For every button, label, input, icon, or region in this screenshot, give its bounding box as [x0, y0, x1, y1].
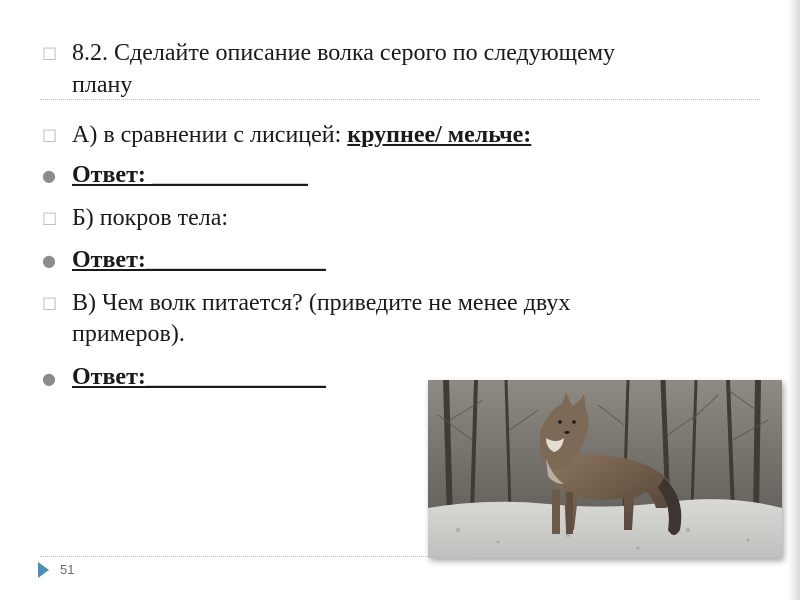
hollow-square-bullet-icon: □ [42, 125, 58, 144]
answer-field-3[interactable]: Ответ:_______________ [72, 364, 326, 390]
item-c-line2: примеров). [72, 321, 185, 347]
page-number: 51 [60, 562, 75, 577]
hollow-square-bullet-icon: □ [42, 208, 58, 227]
item-a-prefix: А) в сравнении с лисицей: [72, 122, 348, 148]
filled-bullet-icon: ● [42, 166, 56, 185]
filled-bullet-icon: ● [42, 251, 56, 270]
item-c-line1: В) Чем волк питается? (приведите не менее двух [72, 290, 571, 316]
filled-bullet-icon: ● [42, 369, 56, 388]
item-a [72, 120, 531, 150]
hollow-square-bullet-icon: □ [42, 293, 58, 312]
hollow-square-bullet-icon: □ [42, 43, 58, 62]
triangle-arrow-icon [38, 562, 49, 578]
item-a-options: крупнее/ мельче: [347, 122, 532, 148]
answer-field-1[interactable]: Ответ: _____________ [72, 162, 308, 188]
footer-divider [40, 556, 470, 557]
question-title-line2: плану [72, 72, 133, 98]
gray-wolf-photo [428, 380, 782, 558]
question-title-line1: 8.2. Сделайте описание волка серого по следующему [72, 40, 615, 66]
slide-edge-shadow [788, 0, 800, 600]
item-b: Б) покров тела: [72, 205, 229, 231]
answer-field-2[interactable]: Ответ:_______________ [72, 247, 326, 273]
title-divider [40, 99, 760, 100]
